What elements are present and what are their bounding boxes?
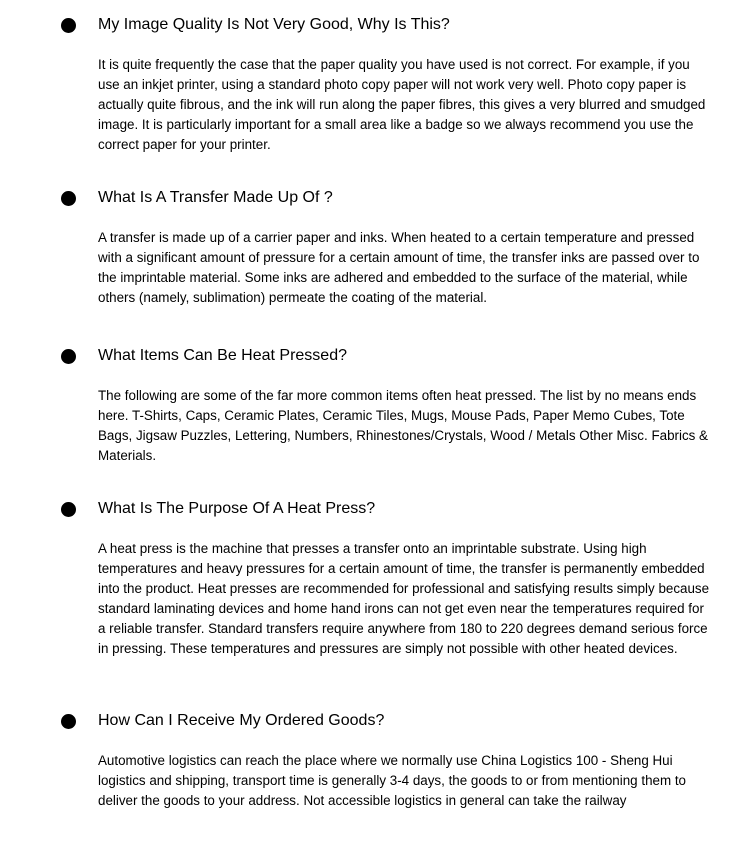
faq-question: What Is The Purpose Of A Heat Press? [98,500,376,517]
faq-answer: Automotive logistics can reach the place where we normally use China Logistics 100 - Sheng Hui logistics and shipping, transport time is generally 3-4 days, the goods to or from mentioning them to deliver the goods to your address. Not accessible logistics in general can take the railway [98,753,687,808]
faq-answer: A transfer is made up of a carrier paper and inks. When heated to a certain temperature and pressed with a significant amount of pressure for a certain amount of time, the transfer inks are passed over to the imprintable material. Some inks are adhered and embedded to the surface of the material, while others (namely, sublimation) permeate the coating of the material. [98,230,700,305]
bullet-icon [61,714,76,729]
faq-question: What Is A Transfer Made Up Of ? [98,189,333,206]
faq-answer: A heat press is the machine that presses a transfer onto an imprintable substrate. Using high temperatures and heavy pressures for a certain amount of time, the transfer is permanently embedded into the product. Heat presses are recommended for professional and satisfying results simply because standard laminating devices and home hand irons can not get even near the temperatures required for a reliable transfer. Standard transfers require anywhere from 180 to 220 degrees demand serious force in pressing. These temperatures and pressures are simply not possible with other heated devices. [98,541,710,656]
faq-answer: It is quite frequently the case that the paper quality you have used is not correct. For example, if you use an inkjet printer, using a standard photo copy paper will not work very well. Photo copy paper is actually quite fibrous, and the ink will run along the paper fibres, this gives a very blurred and smudged image. It is particularly important for a small area like a badge so we always recommend you use the correct paper for your printer. [98,57,706,152]
bullet-icon [61,349,76,364]
bullet-icon [61,502,76,517]
faq-question: My Image Quality Is Not Very Good, Why Is This? [98,16,450,33]
bullet-icon [61,18,76,33]
faq-question: How Can I Receive My Ordered Goods? [98,712,385,729]
bullet-icon [61,191,76,206]
faq-question: What Items Can Be Heat Pressed? [98,347,347,364]
faq-answer: The following are some of the far more common items often heat pressed. The list by no means ends here. T-Shirts, Caps, Ceramic Plates, Ceramic Tiles, Mugs, Mouse Pads, Paper Memo Cubes, Tote Bags, Jigsaw Puzzles, Lettering, Numbers, Rhinestones/Crystals, Wood / Metals Other Misc. Fabrics & Materials. [98,388,708,463]
